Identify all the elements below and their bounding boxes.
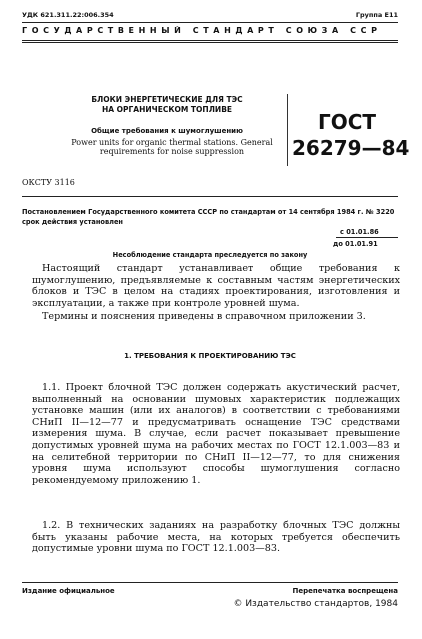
title-en-line2: requirements for noise suppression bbox=[99, 147, 245, 156]
section-heading: 1. ТРЕБОВАНИЯ К ПРОЕКТИРОВАНИЮ ТЭС bbox=[124, 352, 296, 360]
footer-reprint: Перепечатка воспрещена bbox=[292, 587, 398, 595]
paragraph-terms: Термины и пояснения приведены в справочном приложении 3. bbox=[42, 311, 366, 322]
title-en-line1: Power units for organic thermal stations. General bbox=[71, 138, 273, 147]
title-ru-subtitle: Общие требования к шумоглушению bbox=[91, 127, 243, 135]
title-ru-line2: НА ОРГАНИЧЕСКОМ ТОПЛИВЕ bbox=[101, 105, 233, 114]
decree-text: Постановлением Государственного комитета СССР по стандартам от 14 сентября 1984 г. № 3220 срок действия установлен bbox=[22, 208, 395, 226]
udk-code: УДК 621.311.22:006.354 bbox=[22, 11, 114, 19]
paragraph-intro: Настоящий стандарт устанавливает общие требования к шумоглушению, предъявляемые к составным частям энергетических блоков и ТЭС в целом на стадиях проектирования, изготовления и эксплуатации, а также при контроле уровней шума. bbox=[32, 263, 400, 309]
banner-divider-2 bbox=[22, 42, 398, 43]
penalty-notice: Несоблюдение стандарта преследуется по закону bbox=[112, 251, 308, 259]
title-en bbox=[42, 138, 302, 156]
date-divider bbox=[336, 237, 398, 238]
paragraph-1-2: 1.2. В технических заданиях на разработку блочных ТЭС должны быть указаны рабочие места, на которых требуется обеспечить допустимые уровни шума по ГОСТ 12.1.003—83. bbox=[32, 520, 400, 555]
standard-banner: ГОСУДАРСТВЕННЫЙ СТАНДАРТ СОЮЗА ССР bbox=[22, 26, 382, 35]
top-divider bbox=[22, 22, 398, 23]
gost-label: ГОСТ bbox=[318, 110, 377, 134]
date-from: с 01.01.86 bbox=[340, 228, 379, 236]
okstu-divider bbox=[22, 196, 398, 197]
banner-divider-1 bbox=[22, 40, 398, 41]
date-to: до 01.01.91 bbox=[333, 240, 378, 248]
copyright: © Издательство стандартов, 1984 bbox=[233, 599, 398, 609]
gost-number: 26279—84 bbox=[292, 136, 410, 160]
title-vertical-divider bbox=[287, 94, 288, 166]
footer-divider bbox=[22, 582, 398, 583]
footer-official: Издание официальное bbox=[22, 587, 115, 595]
okstu-code: ОКСТУ 3116 bbox=[22, 178, 75, 187]
paragraph-1-1: 1.1. Проект блочной ТЭС должен содержать акустический расчет, выполненный на основании шумовых характеристик подлежащих установке машин (или их аналогов) в соответствии с требованиями СНиП II—12—77 и предусматривать оснащение ТЭС средствами измерения шума. В случае, если расчет показывает превышение допустимых уровней шума на рабочих местах по ГОСТ 12.1.003—83 и на селитебной территории по СНиП II—12—77, то для снижения уровня шума используют способы шумоглушения согласно рекомендуемому приложению 1. bbox=[32, 382, 400, 486]
title-ru-line1: БЛОКИ ЭНЕРГЕТИЧЕСКИЕ ДЛЯ ТЭС bbox=[91, 95, 243, 104]
group-code: Группа Е11 bbox=[355, 11, 398, 19]
